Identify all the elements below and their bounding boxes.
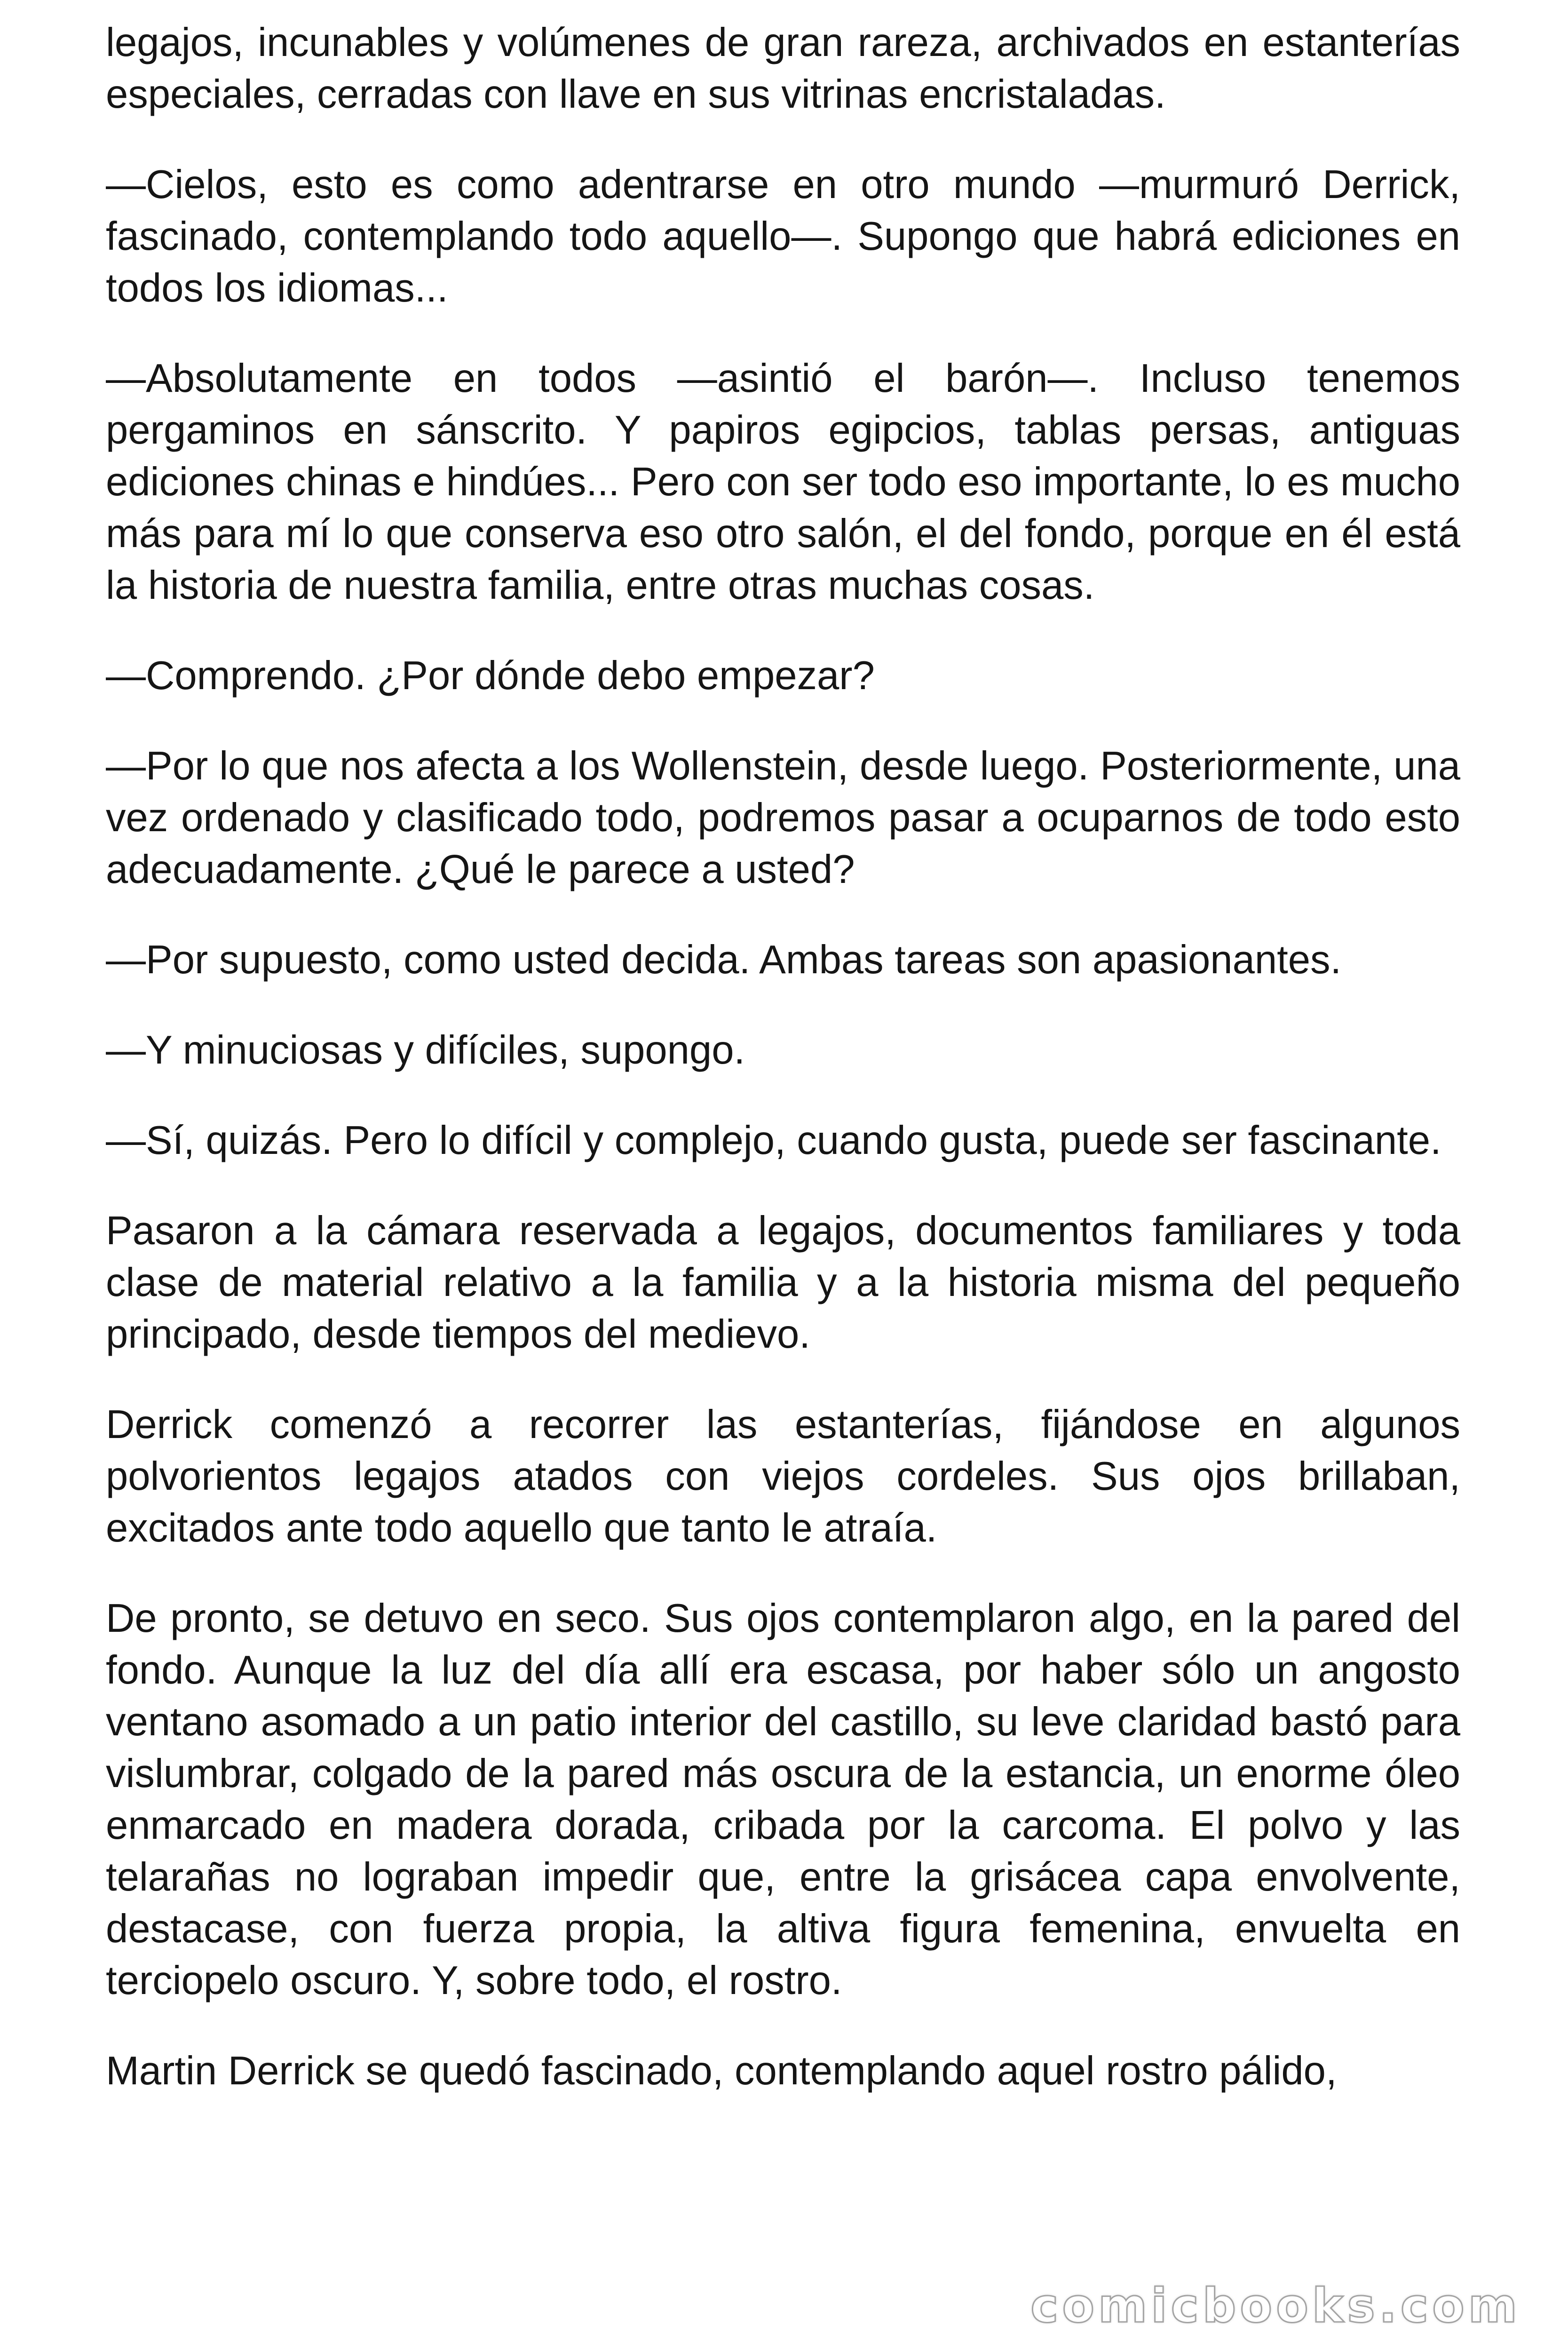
paragraph-6: —Por supuesto, como usted decida. Ambas tareas son apasionantes. [106, 938, 1342, 982]
body-text [106, 17, 1460, 2136]
paragraph-5: —Por lo que nos afecta a los Wollenstein, desde luego. Posteriormente, una vez ordenado y clasificado todo, podremos pasar a ocuparnos de todo esto adecuadamente. ¿Qué le parece a usted? [106, 744, 1460, 892]
watermark: comicbooks.com [1030, 2278, 1521, 2333]
paragraph-10: Derrick comenzó a recorrer las estanterías, fijándose en algunos polvorientos legajos atados con viejos cordeles. Sus ojos brillaban, excitados ante todo aquello que tanto le atraía. [106, 1402, 1460, 1550]
paragraph-2: —Cielos, esto es como adentrarse en otro mundo —murmuró Derrick, fascinado, contemplando todo aquello—. Supongo que habrá ediciones en todos los idiomas... [106, 162, 1460, 310]
paragraph-12: Martin Derrick se quedó fascinado, contemplando aquel rostro pálido, [106, 2049, 1337, 2093]
paragraph-7: —Y minuciosas y difíciles, supongo. [106, 1028, 745, 1073]
paragraph-1: legajos, incunables y volúmenes de gran rareza, archivados en estanterías especiales, cerradas con llave en sus vitrinas encristaladas. [106, 20, 1460, 117]
paragraph-11: De pronto, se detuvo en seco. Sus ojos contemplaron algo, en la pared del fondo. Aunque la luz del día allí era escasa, por haber sólo un angosto ventano asomado a un patio interior del castillo, su leve claridad bastó para vislumbrar, colgado de la pared más oscura de la estancia, un enorme óleo enmarcado en madera dorada, cribada por la carcoma. El polvo y las telarañas no lograban impedir que, entre la grisácea capa envolvente, destacase, con fuerza propia, la altiva figura femenina, envuelta en terciopelo oscuro. Y, sobre todo, el rostro. [106, 1596, 1460, 2003]
paragraph-9: Pasaron a la cámara reservada a legajos, documentos familiares y toda clase de material relativo a la familia y a la historia misma del pequeño principado, desde tiempos del medievo. [106, 1208, 1460, 1357]
paragraph-8: —Sí, quizás. Pero lo difícil y complejo, cuando gusta, puede ser fascinante. [106, 1118, 1441, 1163]
paragraph-4: —Comprendo. ¿Por dónde debo empezar? [106, 653, 875, 698]
paragraph-3: —Absolutamente en todos —asintió el barón—. Incluso tenemos pergaminos en sánscrito. Y papiros egipcios, tablas persas, antiguas ediciones chinas e hindúes... Pero con ser todo eso importante, lo es mucho más para mí lo que conserva eso otro salón, el del fondo, porque en él está la historia de nuestra familia, entre otras muchas cosas. [106, 356, 1460, 608]
